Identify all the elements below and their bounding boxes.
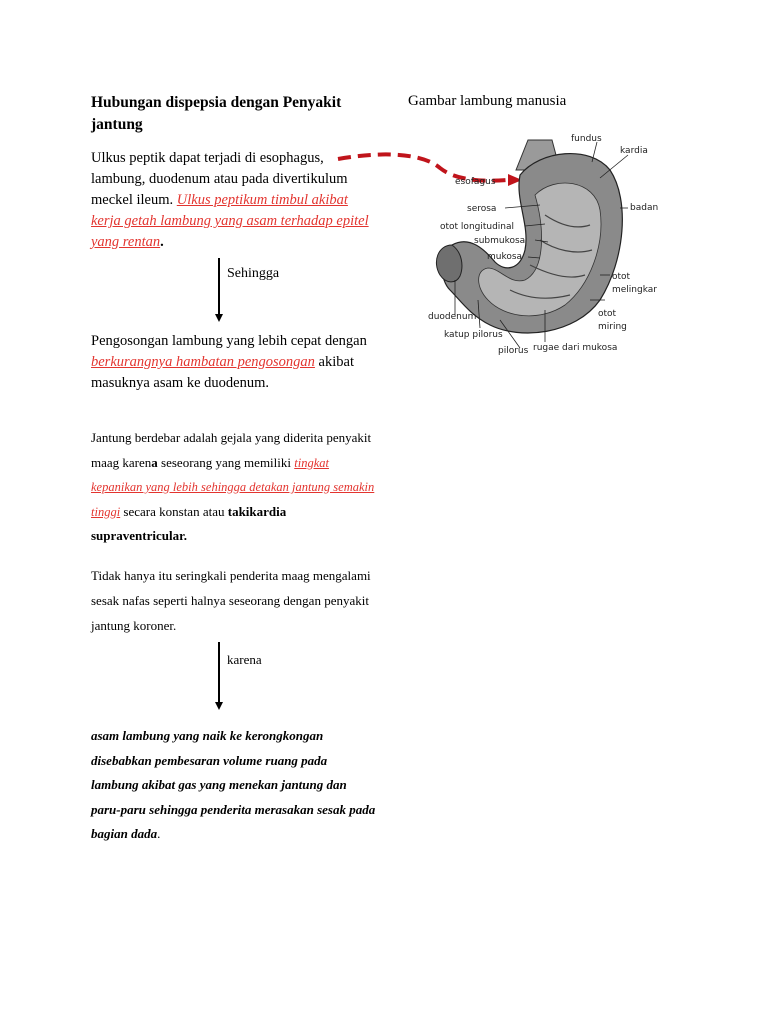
para5-end: . [157,826,161,841]
stomach-illustration [330,126,670,366]
para1-red-text: Ulkus peptikum timbul akibat kerja getah lambung yang asam terhadap epitel yang rentan [91,192,369,250]
para3-bold-a: a [151,454,158,470]
para3-mid: seseorang yang memiliki [157,454,295,470]
label-katup-pilorus: katup pilorus [444,330,503,340]
down-arrow-1-head [215,314,223,322]
para3-after-red: secara konstan atau [120,503,228,519]
label-esofagus: esofagus [455,177,496,187]
para1-text: Ulkus peptik dapat terjadi di esophagus, lambung, duodenum atau pada divertikulum meckel ileum. [91,150,348,208]
arrow-label-karena: karena [227,652,262,667]
para1-end: . [160,234,164,250]
para3-red-text: tingkat kepanikan yang lebih sehingga detakan jantung semakin tinggi [91,455,375,519]
label-rugae: rugae dari mukosa [533,343,618,353]
para2-end: akibat masuknya asam ke duodenum. [91,354,354,391]
down-arrow-1 [218,258,220,316]
label-otot-miring-1: otot [598,309,617,319]
label-pilorus: pilorus [498,346,529,356]
label-kardia: kardia [620,146,648,156]
label-duodenum: duodenum [428,312,477,322]
label-otot-miring-2: miring [598,322,627,332]
label-serosa: serosa [467,204,497,214]
paragraph-sesak-nafas: Tidak hanya itu seringkali penderita maag mengalami sesak nafas seperti halnya seseorang dengan penyakit jantung koroner. [91,568,371,633]
label-otot-melingkar-1: otot [612,272,631,282]
down-arrow-2 [218,642,220,704]
duodenum-shape [436,245,462,282]
figure-caption: Gambar lambung manusia [408,93,567,109]
paragraph-jantung-berdebar [91,426,376,549]
para3-bold: takikardia supraventricular. [91,503,287,543]
arrow-label-sehingga: Sehingga [227,266,280,281]
section-heading: Hubungan dispepsia dengan Penyakit jantung [91,94,342,133]
para2-start: Pengosongan lambung yang lebih cepat dengan [91,333,367,349]
para3-start: Jantung berdebar adalah gejala yang diderita penyakit maag karen [91,430,372,470]
label-submukosa: submukosa [474,236,526,246]
para2-red-text: berkurangnya hambatan pengosongan [91,354,315,370]
para5-text: asam lambung yang naik ke kerongkongan disebabkan pembesaran volume ruang pada lambung akibat gas yang menekan jantung dan paru-paru sehingga penderita merasakan sesak pada bagian dada [91,728,376,841]
label-fundus: fundus [571,134,602,144]
label-otot-longitudinal: otot longitudinal [440,222,515,232]
label-otot-melingkar-2: melingkar [612,285,657,295]
label-badan: badan [630,203,659,213]
down-arrow-2-head [215,702,223,710]
label-mukosa: mukosa [487,252,523,262]
paragraph-asam-lambung [91,724,376,847]
